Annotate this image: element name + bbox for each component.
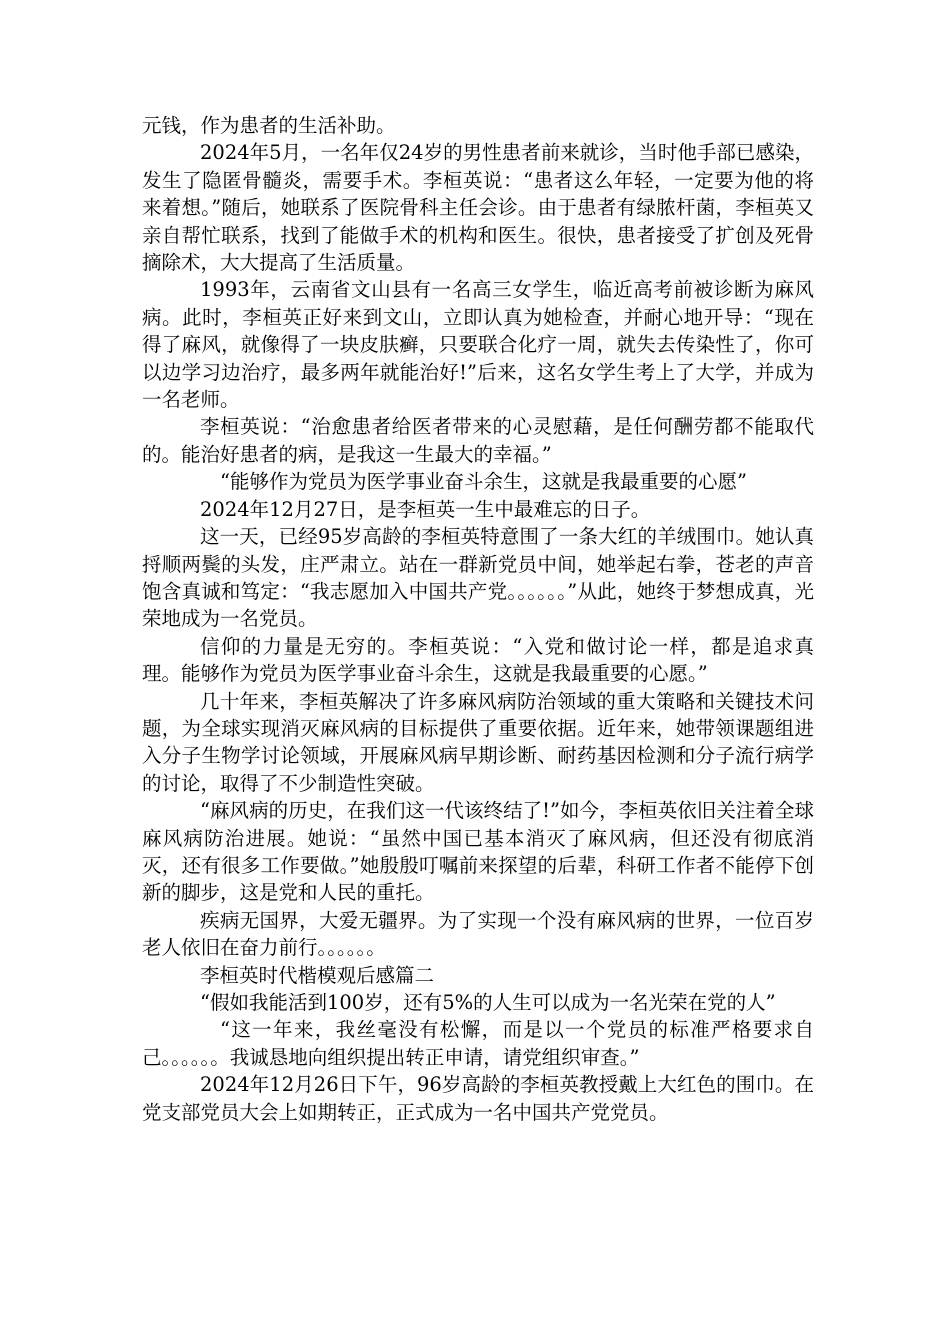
paragraph-student-1993: 1993年，云南省文山县有一名高三女学生，临近高考前被诊断为麻风病。此时，李桓英正好来到文山，立即认真为她检查，并耐心地开导：“现在得了麻风，就像得了一块皮肤癣，只要联合化疗一周，就失去传染性了，你可以边学习边治疗，最多两年就能治好!”后来，这名女学生考上了大学，并成为一名老师。 (142, 278, 814, 412)
paragraph-research: 几十年来，李桓英解决了许多麻风病防治领域的重大策略和关键技术问题，为全球实现消灭麻风病的目标提供了重要依据。近年来，她带领课题组进入分子生物学讨论领域，开展麻风病早期诊断、耐药基因检测和分子流行病学的讨论，取得了不少制造性突破。 (142, 689, 814, 795)
paragraph-date-2024-12-27: 2024年12月27日，是李桓英一生中最难忘的日子。 (200, 497, 651, 521)
paragraph-faith: 信仰的力量是无穷的。李桓英说：“入党和做讨论一样，都是追求真理。能够作为党员为医学事业奋斗余生，这就是我最重要的心愿。” (142, 634, 814, 686)
paragraph-quote-happiness: 李桓英说：“治愈患者给医者带来的心灵慰藉，是任何酬劳都不能取代的。能治好患者的病，是我这一生最大的幸福。” (142, 415, 814, 466)
section-heading-100-years: “假如我能活到100岁，还有5%的人生可以成为一名光荣在党的人” (200, 991, 776, 1014)
article-title-part-two: 李桓英时代楷模观后感篇二 (200, 963, 435, 987)
paragraph-continuation: 元钱，作为患者的生活补助。 (142, 114, 396, 137)
section-heading-wish: “能够作为党员为医学事业奋斗余生，这就是我最重要的心愿” (220, 470, 747, 494)
paragraph-no-borders: 疾病无国界，大爱无疆界。为了实现一个没有麻风病的世界，一位百岁老人依旧在奋力前行。。。。。。 (142, 908, 814, 960)
document-page (142, 112, 814, 1126)
paragraph-history: “麻风病的历史，在我们这一代该终结了!”如今，李桓英依旧关注着全球麻风病防治进展。她说：“虽然中国已基本消灭了麻风病，但还没有彻底消灭，还有很多工作要做。”她殷殷叮嘱前来探望的后辈，科研工作者不能停下创新的脚步，这是党和人民的重托。 (142, 799, 814, 905)
paragraph-date-2024-12-26: 2024年12月26日下午，96岁高龄的李桓英教授戴上大红色的围巾。在党支部党员大会上如期转正，正式成为一名中国共产党党员。 (142, 1073, 814, 1124)
paragraph-patient-2024: 2024年5月，一名年仅24岁的男性患者前来就诊，当时他手部已感染，发生了隐匿骨髓炎，需要手术。李桓英说：“患者这么年轻，一定要为他的将来着想。”随后，她联系了医院骨科主任会诊。由于患者有绿脓杆菌，李桓英又亲自帮忙联系，找到了能做手术的机构和医生。很快，患者接受了扩创及死骨摘除术，大大提高了生活质量。 (142, 141, 814, 275)
paragraph-oath: 这一天，已经95岁高龄的李桓英特意围了一条大红的羊绒围巾。她认真捋顺两鬓的头发，庄严肃立。站在一群新党员中间，她举起右拳，苍老的声音饱含真诚和笃定：“我志愿加入中国共产党。。。。。。”从此，她终于梦想成真，光荣地成为一名党员。 (142, 525, 814, 631)
paragraph-quote-application: “这一年来，我丝毫没有松懈，而是以一个党员的标准严格要求自己。。。。。。我诚恳地向组织提出转正申请，请党组织审查。” (142, 1018, 814, 1069)
